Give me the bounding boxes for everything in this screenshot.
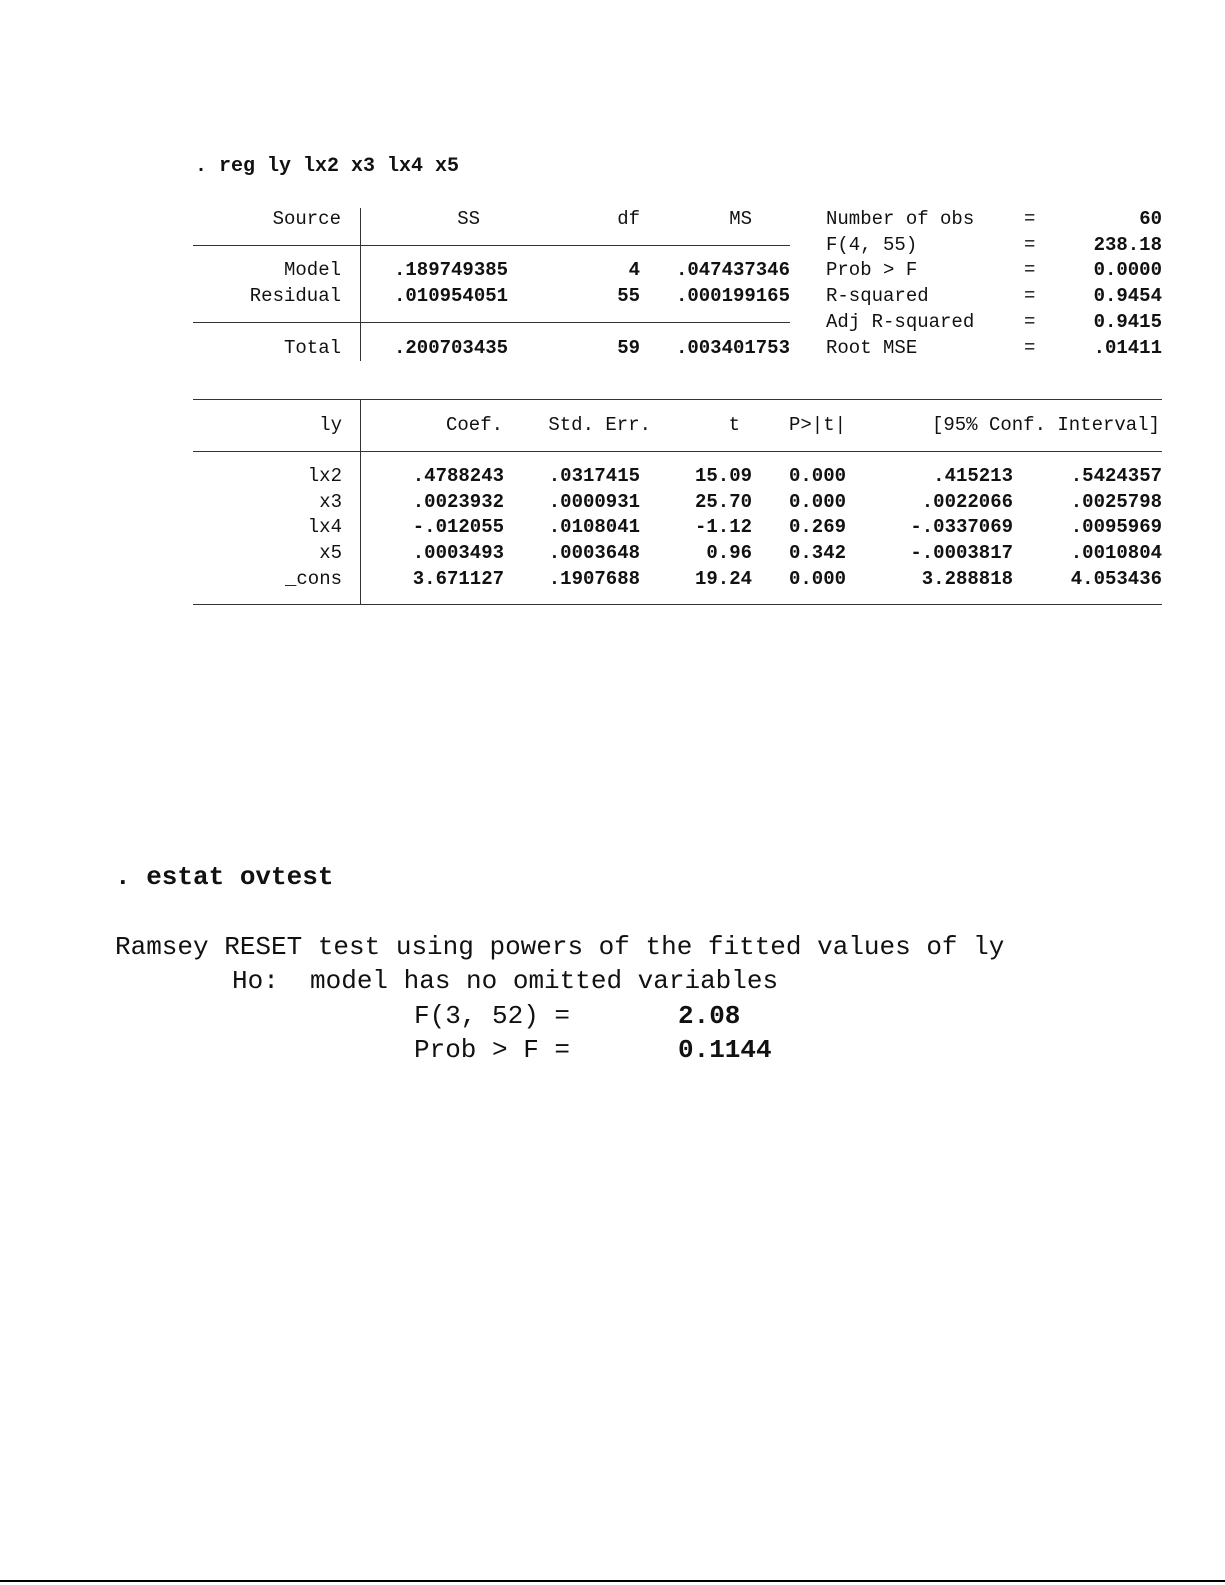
coef-row-ci-low: .0022066	[921, 491, 1013, 513]
coef-row-se: .0000931	[548, 491, 640, 513]
coef-row-coef: .4788243	[412, 465, 504, 487]
coef-row-p: 0.269	[789, 516, 847, 538]
stat-value: 0.0000	[1093, 259, 1162, 281]
anova-row-source: Model	[283, 259, 341, 281]
coef-row-se: .0317415	[548, 465, 640, 487]
stat-label: Root MSE	[826, 337, 918, 359]
coef-row-coef: -.012055	[412, 516, 504, 538]
coef-row-var: lx2	[307, 465, 342, 487]
stat-eq: =	[1024, 234, 1036, 256]
coef-row-p: 0.000	[789, 465, 847, 487]
stat-label: Adj R-squared	[826, 311, 975, 333]
anova-total-ms: .003401753	[675, 337, 790, 359]
coef-divider	[360, 400, 361, 604]
reg-command: . reg ly lx2 x3 lx4 x5	[195, 155, 460, 178]
coef-top-rule	[193, 399, 1162, 400]
anova-header-ms: MS	[729, 208, 752, 230]
coef-row-ci-high: .0025798	[1070, 491, 1162, 513]
coef-row-p: 0.000	[789, 491, 847, 513]
anova-row-ms: .047437346	[675, 259, 790, 281]
ovtest-title: Ramsey RESET test using powers of the fitted values of ly	[115, 932, 1005, 962]
coef-row-t: 15.09	[694, 465, 752, 487]
coef-row-var: x5	[319, 542, 342, 564]
coef-header-t: t	[728, 414, 740, 436]
anova-row-ms: .000199165	[675, 285, 790, 307]
stat-value: 238.18	[1093, 234, 1162, 256]
anova-row-ss: .010954051	[394, 285, 509, 307]
coef-header-se: Std. Err.	[548, 414, 651, 436]
stat-eq: =	[1024, 311, 1036, 333]
anova-divider	[360, 208, 361, 361]
anova-total-df: 59	[617, 337, 640, 359]
page-bottom-rule	[0, 1580, 1225, 1582]
coef-row-se: .0108041	[548, 516, 640, 538]
coef-header-var: ly	[319, 414, 342, 436]
coef-row-var: lx4	[307, 516, 342, 538]
stat-eq: =	[1024, 259, 1036, 281]
coef-row-ci-low: -.0003817	[910, 542, 1013, 564]
stat-eq: =	[1024, 337, 1036, 359]
coef-row-coef: .0003493	[412, 542, 504, 564]
anova-header-source: Source	[272, 208, 341, 230]
coef-header-ci: [95% Conf. Interval]	[931, 414, 1160, 436]
coef-row-ci-high: .0095969	[1070, 516, 1162, 538]
coef-row-ci-high: 4.053436	[1070, 568, 1162, 590]
anova-header-df: df	[617, 208, 640, 230]
anova-total-rule	[193, 322, 790, 323]
stat-label: F(4, 55)	[826, 234, 918, 256]
anova-total-source: Total	[283, 337, 341, 359]
anova-row-source: Residual	[249, 285, 341, 307]
anova-row-df: 4	[628, 259, 640, 281]
stat-label: Prob > F	[826, 259, 918, 281]
coef-row-t: -1.12	[694, 516, 752, 538]
coef-row-coef: 3.671127	[412, 568, 504, 590]
coef-row-ci-high: .5424357	[1070, 465, 1162, 487]
anova-header-rule	[193, 245, 790, 246]
stat-eq: =	[1024, 208, 1036, 230]
ovtest-p-value: 0.1144	[678, 1035, 772, 1065]
stat-value: 60	[1139, 208, 1162, 230]
coef-row-coef: .0023932	[412, 491, 504, 513]
stat-value: .01411	[1093, 337, 1162, 359]
anova-header-ss: SS	[457, 208, 480, 230]
coef-row-ci-high: .0010804	[1070, 542, 1162, 564]
ovtest-f-label: F(3, 52) =	[414, 1001, 571, 1031]
stat-value: 0.9454	[1093, 285, 1162, 307]
coef-header-p: P>|t|	[789, 414, 847, 436]
coef-row-se: .0003648	[548, 542, 640, 564]
stat-eq: =	[1024, 285, 1036, 307]
coef-row-t: 25.70	[694, 491, 752, 513]
coef-row-t: 19.24	[694, 568, 752, 590]
coef-row-ci-low: -.0337069	[910, 516, 1013, 538]
stat-label: R-squared	[826, 285, 929, 307]
coef-header-rule	[193, 451, 1162, 452]
coef-row-ci-low: 3.288818	[921, 568, 1013, 590]
anova-row-ss: .189749385	[394, 259, 509, 281]
coef-row-t: 0.96	[706, 542, 752, 564]
coef-row-p: 0.342	[789, 542, 847, 564]
coef-row-ci-low: .415213	[933, 465, 1013, 487]
coef-row-var: x3	[319, 491, 342, 513]
anova-row-df: 55	[617, 285, 640, 307]
stat-value: 0.9415	[1093, 311, 1162, 333]
ovtest-hypothesis: Ho: model has no omitted variables	[232, 966, 779, 996]
anova-total-ss: .200703435	[394, 337, 509, 359]
ovtest-p-label: Prob > F =	[414, 1035, 571, 1065]
coef-bottom-rule	[193, 604, 1162, 605]
coef-row-p: 0.000	[789, 568, 847, 590]
coef-row-var: _cons	[284, 568, 342, 590]
ovtest-f-value: 2.08	[678, 1001, 741, 1031]
ovtest-command: . estat ovtest	[115, 862, 334, 892]
coef-header-coef: Coef.	[445, 414, 503, 436]
stat-label: Number of obs	[826, 208, 975, 230]
coef-row-se: .1907688	[548, 568, 640, 590]
